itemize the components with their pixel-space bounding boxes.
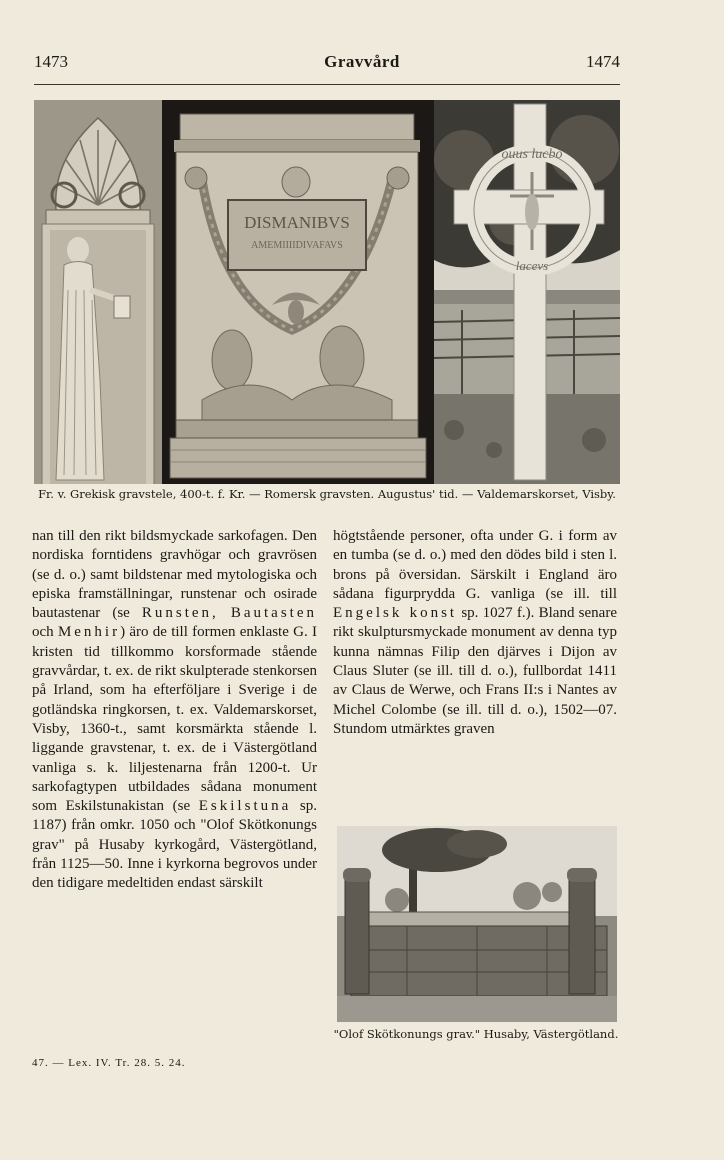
bautasten-reference: Bautasten [230, 605, 317, 622]
grave-photo-caption: "Olof Skötkonungs grav." Husaby, Västergötland. [333, 1027, 619, 1041]
left-page-number: 1473 [34, 52, 68, 71]
menhir-reference: Menhir [57, 624, 121, 641]
eskilstuna-reference: Eskilstuna [198, 798, 292, 815]
page-title: Gravvård [324, 52, 400, 71]
printer-signature: 47. — Lex. IV. Tr. 28. 5. 24. [32, 1057, 186, 1069]
right-text-column [333, 527, 617, 739]
left-column-text-part [219, 605, 231, 621]
right-page-number: 1474 [586, 52, 620, 71]
olof-skotkonung-grave-photo [337, 826, 617, 1022]
cross-inscription-bottom: lacevs [515, 258, 549, 273]
right-column-text-part: högtstående personer, ofta under G. i form av en tumba (se d. o.) med den dödes bild i sten l. brons på översidan. Särskilt i England äro sådana figurprydda G. vanliga (se ill. till [333, 528, 617, 602]
left-column-paragraph [32, 527, 317, 894]
left-column-text-part: och [32, 624, 58, 641]
left-column-text-part: nan till den rikt bildsmyckade sarkofagen. Den nordiska forntidens gravhögar och gravrösen (se d. o.) samt bildstenar med mytologiska och episka framställningar, runstenar och osirade bautastenar (se [32, 528, 317, 622]
greek-stele-photo [34, 100, 162, 484]
left-column-text-part: ) äro de till formen enklaste G. I kristen tid tillkommo korsformade stående gravvårdar, t. ex. de rikt skulpterade stenkorsen på Irland, som ha efterföljare i Sverige i de gotländska ringkorsen, t. ex. Valdemarskorset, Visby, 1360-t., samt korsmärkta stående l. liggande gravstenar, t. ex. de i Västergötland vanliga s. k. liljestenarna från 1200-t. Ur sarkofagtypen utbildades sådana monument som Eskilstunakistan (se [32, 624, 317, 815]
right-column-text-part: sp. 1027 f.). Bland senare rikt skulptursmyckade monument av denna typ kunna nämnas Filip den djärves i Dijon av Claus Sluter (se ill. till d. o.), fullbordat 1411 av Claus de Werwe, och Frans II:s i Nantes av Michel Colombe (se ill. till d. o.), 1502—07. Stundom utmärktes graven [333, 605, 617, 737]
runsten-reference: Runsten, [141, 605, 219, 622]
top-figure-caption: Fr. v. Grekisk gravstele, 400-t. f. Kr. — Romersk gravsten. Augustus' tid. — Valdemarskorset, Visby. [38, 487, 616, 501]
roman-gravestone-photo [162, 100, 434, 484]
valdemar-cross-photo [434, 100, 620, 484]
left-column-text-part: sp. 1187) från omkr. 1050 och "Olof Skötkonungs grav" på Husaby kyrkogård, Västergötland, från 1125—50. Inne i kyrkorna begrovos under den tidigare medeltiden endast särskilt [32, 798, 317, 892]
right-column-paragraph [333, 527, 617, 739]
left-text-column [32, 527, 317, 894]
roman-inscription-line1: DISMANIBVS [244, 213, 350, 232]
roman-inscription-line2: AMEMIIIIDIVAFAVS [251, 240, 343, 251]
header-rule [34, 84, 620, 85]
cross-inscription-top: ouus lucbo [501, 147, 563, 162]
engelsk-konst-reference: Engelsk konst [333, 605, 458, 622]
